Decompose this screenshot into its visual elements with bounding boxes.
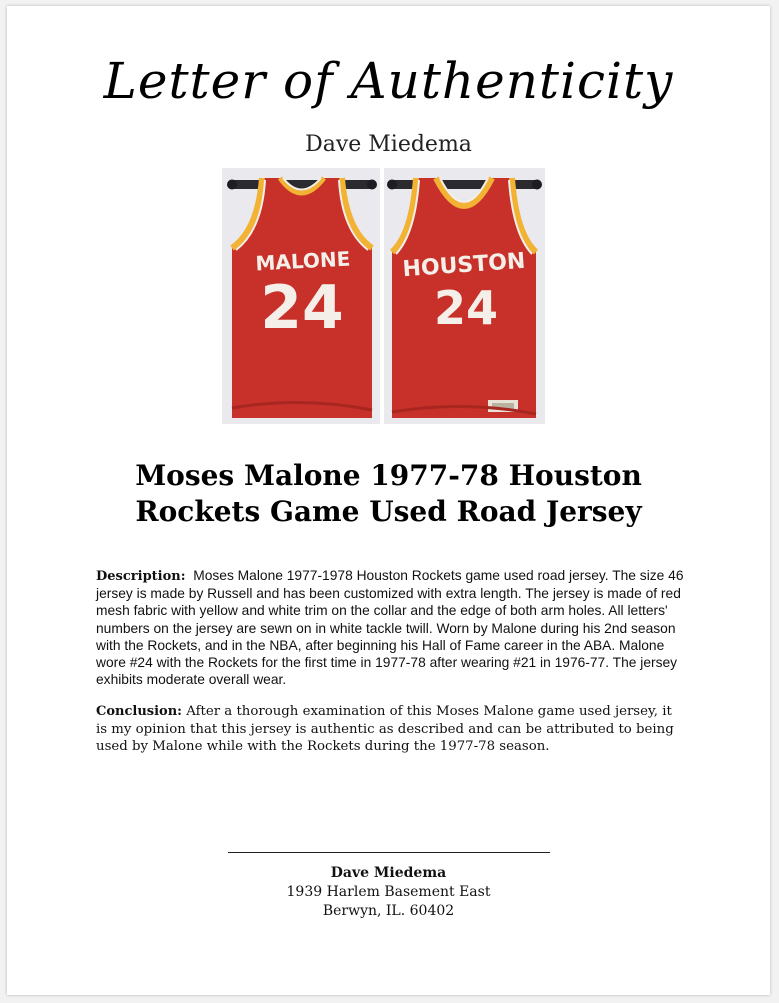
jersey-front-city: HOUSTON [401, 248, 527, 283]
jersey-photo-front [384, 168, 545, 424]
jersey-back-illustration [222, 168, 380, 424]
signature-line [228, 852, 550, 853]
letter-page [7, 6, 770, 995]
heading-line-2: Rockets Game Used Road Jersey [135, 495, 642, 528]
conclusion-label: Conclusion: [96, 704, 182, 719]
description-label: Description: [96, 569, 186, 584]
heading-line-1: Moses Malone 1977-78 Houston [135, 459, 642, 492]
signer-address-line-2: Berwyn, IL. 60402 [322, 903, 455, 919]
signer-name: Dave Miedema [330, 865, 447, 881]
jersey-back-name: MALONE [254, 246, 351, 276]
signer-address-line-1: 1939 Harlem Basement East [286, 884, 491, 900]
description-paragraph [96, 567, 686, 688]
jersey-front-number: 24 [433, 281, 499, 335]
jersey-photo-back [222, 168, 380, 424]
description-text: Moses Malone 1977-1978 Houston Rockets game used road jersey. The size 46 jersey is made by Russell and has been customized with extra length. The jersey is made of red mesh fabric with yellow and white trim on the collar and the edge of both arm holes. All letters' numbers on the jersey are sewn on in white tackle twill. Worn by Malone during his 2nd season with the Rockets, and in the NBA, after beginning his Hall of Fame career in the ABA. Malone wore #24 with the Rockets for the first time in 1977-78 after wearing #21 in 1976-77. The jersey exhibits moderate overall wear. [96, 568, 684, 688]
conclusion-text: After a thorough examination of this Moses Malone game used jersey, it is my opinion that this jersey is authentic as described and can be attributed to being used by Malone while with the Rockets during the 1977-78 season. [96, 704, 674, 754]
jersey-heading [7, 458, 770, 530]
letter-title: Letter of Authenticity [103, 52, 674, 110]
jersey-front-illustration [384, 168, 545, 424]
jersey-back-number: 24 [260, 273, 344, 343]
conclusion-paragraph [96, 703, 686, 756]
author-name: Dave Miedema [305, 132, 472, 157]
